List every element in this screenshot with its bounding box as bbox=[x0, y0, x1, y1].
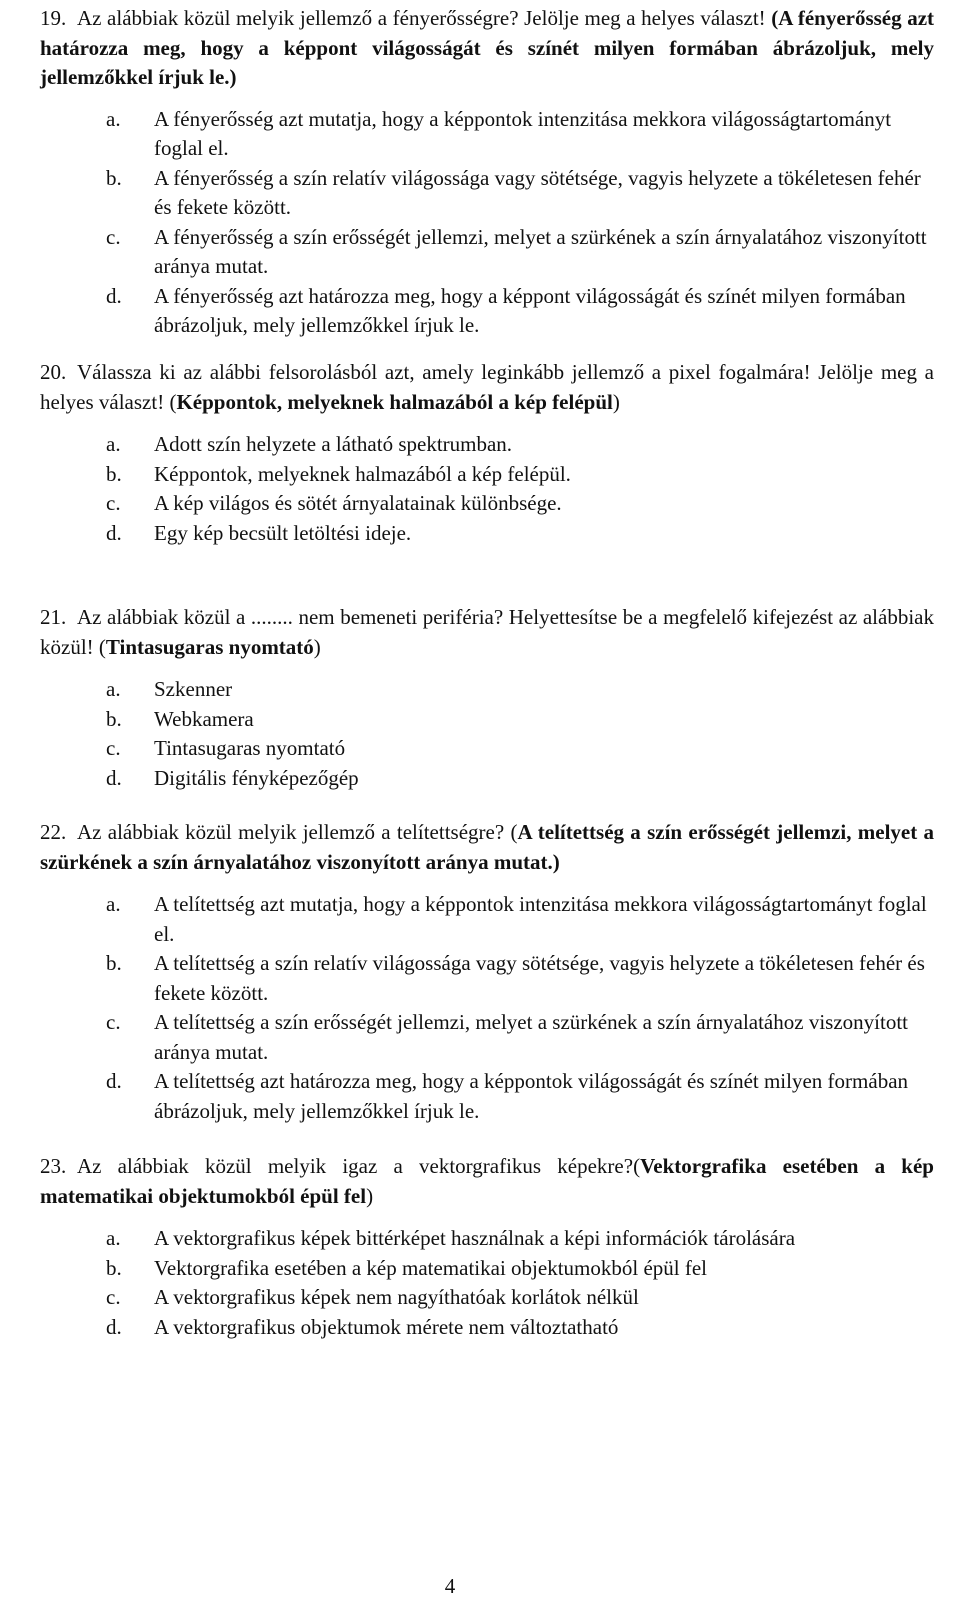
option-text: A telítettség azt mutatja, hogy a képpontok intenzitása mekkora világosságtartományt foglal el. bbox=[154, 892, 927, 946]
option-text: A fényerősség azt határozza meg, hogy a képpont világosságát és színét milyen formában ábrázoljuk, mely jellemzőkkel írjuk le. bbox=[154, 283, 906, 337]
option-text: Tintasugaras nyomtató bbox=[154, 736, 346, 760]
option-a bbox=[40, 105, 934, 164]
option-letter: b. bbox=[106, 1255, 122, 1280]
option-text: Adott szín helyzete a látható spektrumban. bbox=[154, 432, 513, 456]
answer-close: ) bbox=[366, 1183, 374, 1208]
question-number: 21. bbox=[40, 605, 67, 629]
option-letter: c. bbox=[106, 1010, 121, 1034]
option-letter: b. bbox=[106, 706, 122, 731]
option-letter: d. bbox=[106, 1314, 122, 1339]
option-letter: b. bbox=[106, 951, 122, 975]
question-number: 23. bbox=[40, 1154, 67, 1178]
option-text: A fényerősség a szín relatív világossága vagy sötétsége, vagyis helyzete a tökéletesen fehér és fekete között. bbox=[154, 165, 921, 219]
question-22 bbox=[40, 818, 934, 1126]
question-stem bbox=[40, 603, 934, 662]
option-text: Egy kép becsült letöltési ideje. bbox=[154, 520, 412, 545]
question-number: 22. bbox=[40, 820, 67, 844]
answer-close: ) bbox=[313, 634, 321, 659]
question-21 bbox=[40, 603, 934, 793]
question-text: Az alábbiak közül melyik igaz a vektorgrafikus képekre? bbox=[77, 1154, 634, 1178]
question-20 bbox=[40, 358, 934, 548]
option-text: Képpontok, melyeknek halmazából a kép felépül. bbox=[154, 461, 571, 486]
question-number: 19. bbox=[40, 6, 67, 30]
question-number: 20. bbox=[40, 360, 67, 384]
option-text: A kép világos és sötét árnyalatainak különbsége. bbox=[154, 491, 562, 515]
option-list bbox=[40, 675, 934, 793]
option-b bbox=[40, 164, 934, 223]
option-a bbox=[40, 890, 934, 949]
option-letter: c. bbox=[106, 1285, 121, 1309]
question-text: Az alábbiak közül melyik jellemző a telítettségre? bbox=[77, 820, 505, 844]
option-letter: d. bbox=[106, 765, 122, 790]
answer-hint: (A fényerősség azt határozza meg, hogy a képpont világosságát és színét milyen formában ábrázoljuk, mely jellemzőkkel írjuk le.) bbox=[40, 6, 935, 89]
question-19 bbox=[40, 4, 934, 341]
option-b bbox=[40, 705, 934, 735]
answer-open: ( bbox=[510, 820, 518, 844]
question-stem bbox=[40, 4, 934, 93]
question-stem bbox=[40, 818, 934, 877]
option-list bbox=[40, 1224, 934, 1342]
option-letter: b. bbox=[106, 165, 122, 190]
option-d bbox=[40, 764, 934, 794]
answer-open: ( bbox=[633, 1154, 641, 1178]
question-text: Válassza ki az alábbi felsorolásból azt, amely leginkább jellemző a pixel fogalmára! Jelölje meg a helyes választ! bbox=[40, 360, 934, 414]
option-c bbox=[40, 1283, 934, 1313]
option-letter: c. bbox=[106, 224, 121, 249]
option-b bbox=[40, 949, 934, 1008]
question-stem bbox=[40, 358, 934, 417]
option-c bbox=[40, 734, 934, 764]
option-a bbox=[40, 430, 934, 460]
question-stem bbox=[40, 1152, 934, 1211]
option-text: A fényerősség a szín erősségét jellemzi, melyet a szürkének a szín árnyalatához viszonyított aránya mutat. bbox=[154, 224, 927, 278]
option-text: A telítettség azt határozza meg, hogy a képpontok világosságát és színét milyen formában ábrázoljuk, mely jellemzőkkel írjuk le. bbox=[154, 1069, 909, 1123]
option-letter: c. bbox=[106, 491, 121, 515]
answer-close: ) bbox=[612, 389, 620, 414]
option-text: A vektorgrafikus objektumok mérete nem változtatható bbox=[154, 1314, 619, 1339]
option-list bbox=[40, 105, 934, 341]
option-letter: a. bbox=[106, 892, 121, 916]
option-letter: d. bbox=[106, 1069, 122, 1093]
option-d bbox=[40, 1067, 934, 1126]
option-letter: b. bbox=[106, 461, 122, 486]
option-letter: d. bbox=[106, 283, 122, 308]
option-letter: a. bbox=[106, 677, 121, 701]
option-c bbox=[40, 1008, 934, 1067]
answer-hint: Tintasugaras nyomtató bbox=[105, 634, 314, 659]
option-text: Webkamera bbox=[154, 706, 254, 731]
option-letter: a. bbox=[106, 106, 121, 131]
option-list bbox=[40, 430, 934, 548]
answer-open: ( bbox=[98, 634, 106, 659]
option-letter: a. bbox=[106, 1226, 121, 1250]
option-text: Szkenner bbox=[154, 677, 233, 701]
question-text: Az alábbiak közül a ........ nem bemeneti periféria? Helyettesítse be a megfelelő kifejezést az alábbiak közül! bbox=[40, 605, 934, 659]
answer-hint: Vektorgrafika esetében a kép matematikai objektumokból épül fel bbox=[40, 1154, 934, 1208]
option-text: Digitális fényképezőgép bbox=[154, 765, 359, 790]
option-text: A telítettség a szín relatív világossága vagy sötétsége, vagyis helyzete a tökéletesen fehér és fekete között. bbox=[154, 951, 925, 1005]
answer-hint: Képpontok, melyeknek halmazából a kép felépül bbox=[176, 389, 613, 414]
option-d bbox=[40, 1313, 934, 1343]
option-c bbox=[40, 489, 934, 519]
option-text: A fényerősség azt mutatja, hogy a képpontok intenzitása mekkora világosságtartományt foglal el. bbox=[154, 106, 892, 160]
option-b bbox=[40, 1254, 934, 1284]
answer-open: ( bbox=[169, 389, 177, 414]
option-text: Vektorgrafika esetében a kép matematikai objektumokból épül fel bbox=[154, 1255, 708, 1280]
option-b bbox=[40, 460, 934, 490]
question-text: Az alábbiak közül melyik jellemző a fényerősségre? Jelölje meg a helyes választ! bbox=[77, 6, 766, 30]
option-list bbox=[40, 890, 934, 1126]
option-letter: a. bbox=[106, 432, 121, 456]
option-letter: c. bbox=[106, 736, 121, 760]
option-d bbox=[40, 519, 934, 549]
option-text: A telítettség a szín erősségét jellemzi, melyet a szürkének a szín árnyalatához viszonyított aránya mutat. bbox=[154, 1010, 908, 1064]
option-text: A vektorgrafikus képek bittérképet használnak a képi információk tárolására bbox=[154, 1226, 796, 1250]
option-a bbox=[40, 675, 934, 705]
page-number: 4 bbox=[444, 1574, 456, 1598]
option-c bbox=[40, 223, 934, 282]
question-23 bbox=[40, 1152, 934, 1342]
option-letter: d. bbox=[106, 520, 122, 545]
option-d bbox=[40, 282, 934, 341]
answer-hint: A telítettség a szín erősségét jellemzi, melyet a szürkének a szín árnyalatához viszonyított aránya mutat.) bbox=[40, 820, 935, 874]
option-a bbox=[40, 1224, 934, 1254]
option-text: A vektorgrafikus képek nem nagyíthatóak korlátok nélkül bbox=[154, 1285, 639, 1309]
